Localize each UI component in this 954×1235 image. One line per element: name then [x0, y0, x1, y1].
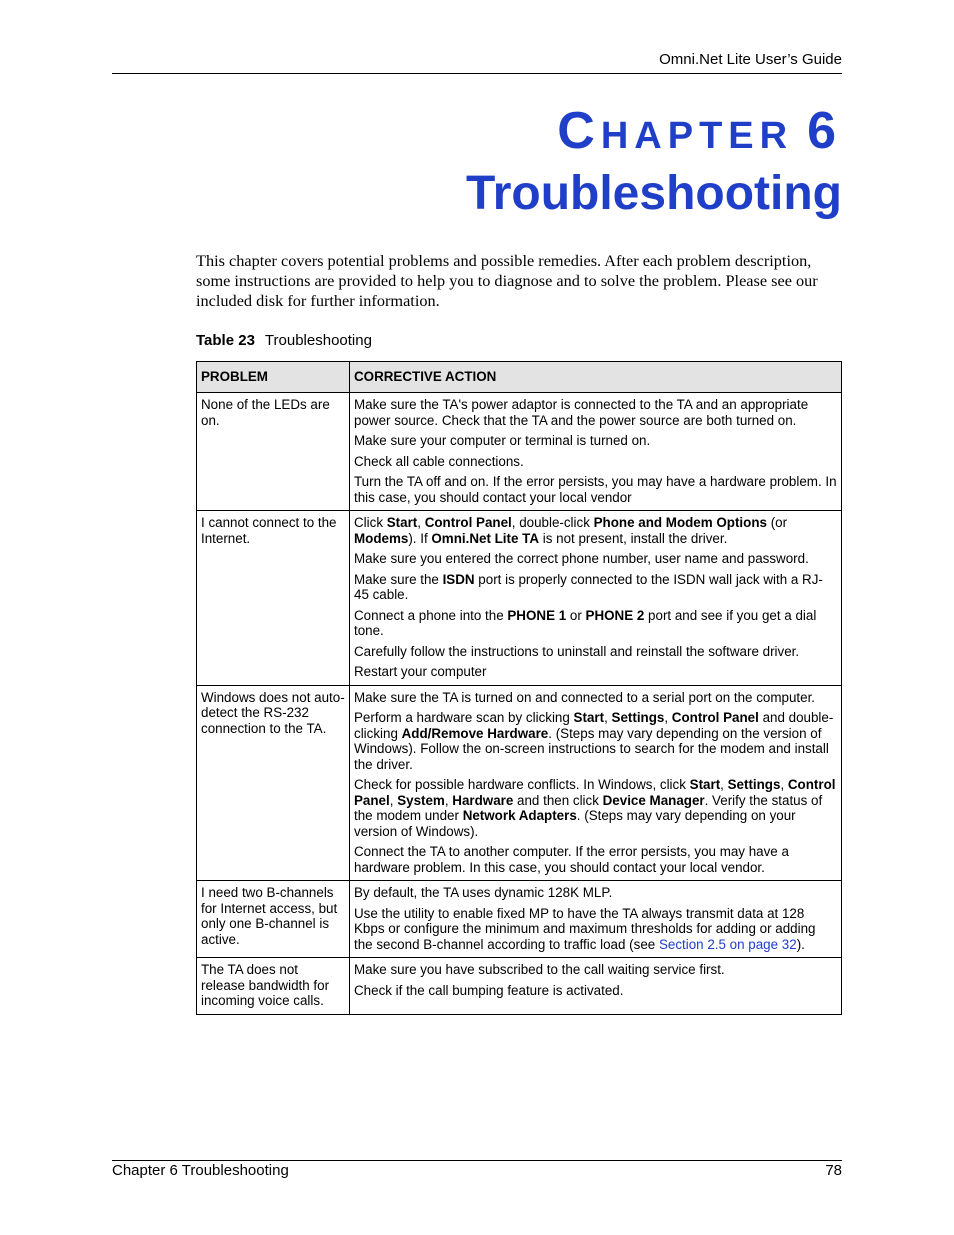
step-text: , double-click	[511, 515, 594, 530]
chapter-title: Troubleshooting	[466, 167, 842, 220]
step-text: ).	[796, 936, 805, 952]
running-header: Omni.Net Lite User’s Guide	[659, 51, 842, 68]
problem-cell: The TA does not release bandwidth for incoming voice calls.	[197, 958, 350, 1015]
corrective-action-step	[354, 664, 837, 680]
step-text: port is properly connected to the ISDN wall jack with a RJ-45 cable.	[354, 571, 823, 602]
corrective-action-step	[354, 608, 837, 639]
step-text: Make sure the TA's power adaptor is connected to the TA and an appropriate power source. Check that the TA and the power source are both turned on.	[354, 397, 809, 428]
step-text: Check all cable connections.	[354, 453, 524, 469]
ui-term: PHONE 1	[507, 607, 567, 623]
table-row	[197, 393, 842, 511]
step-text: ,	[444, 792, 453, 808]
ui-term: Control Panel	[671, 710, 759, 725]
step-text: Use the utility to enable fixed MP to have the TA always transmit data at 128 Kbps or configure the minimum and maximum thresholds for adding or adding the second B-channel according to traffic load (see	[354, 905, 816, 952]
column-header-problem: PROBLEM	[197, 362, 350, 393]
corrective-action-step	[354, 474, 837, 505]
ui-term: Add/Remove Hardware	[401, 725, 549, 741]
corrective-action-cell	[350, 881, 842, 958]
ui-term: PHONE 2	[585, 607, 645, 623]
step-text: Check if the call bumping feature is activated.	[354, 982, 624, 998]
step-text: port and see if you get a dial tone.	[354, 607, 817, 638]
table-caption	[196, 332, 372, 349]
ui-term: Start	[386, 515, 418, 530]
step-text: ). If	[408, 530, 432, 546]
table-row	[197, 958, 842, 1015]
step-text: or	[566, 607, 586, 623]
step-text: Restart your computer	[354, 664, 487, 679]
corrective-action-cell	[350, 958, 842, 1015]
corrective-action-step	[354, 454, 837, 470]
step-text: ,	[780, 777, 788, 792]
step-text: Carefully follow the instructions to uninstall and reinstall the software driver.	[354, 643, 800, 659]
intro-paragraph: This chapter covers potential problems and possible remedies. After each problem description, some instructions are provided to help you to diagnose and to solve the problem. Please see our included disk for further information.	[196, 251, 818, 310]
ui-term: Modems	[354, 530, 409, 546]
step-text: Check for possible hardware conflicts. In Windows, click	[354, 777, 690, 792]
ui-term: Omni.Net Lite TA	[431, 530, 540, 546]
step-text: ,	[720, 777, 728, 792]
footer-chapter-title: Chapter 6 Troubleshooting	[112, 1162, 289, 1179]
step-text: Make sure you have subscribed to the call waiting service first.	[354, 962, 725, 977]
table-row	[197, 511, 842, 686]
column-header-corrective-action: CORRECTIVE ACTION	[350, 362, 842, 393]
ui-term: Control Panel	[354, 777, 836, 808]
step-text: Click	[354, 515, 387, 530]
ui-term: Settings	[611, 710, 665, 725]
step-text: ,	[664, 710, 672, 725]
troubleshooting-table	[196, 361, 842, 1015]
corrective-action-cell	[350, 685, 842, 881]
step-text: (or	[766, 515, 788, 530]
step-text: and double-clicking	[354, 710, 834, 741]
step-text: ,	[389, 792, 398, 808]
ui-term: Hardware	[452, 792, 514, 808]
corrective-action-step	[354, 572, 837, 603]
ui-term: Start	[573, 710, 605, 725]
corrective-action-step	[354, 710, 837, 772]
table-caption-label: Table 23	[196, 332, 255, 349]
problem-cell: I cannot connect to the Internet.	[197, 511, 350, 686]
corrective-action-step	[354, 644, 837, 660]
ui-term: ISDN	[442, 571, 475, 587]
step-text: By default, the TA uses dynamic 128K MLP.	[354, 885, 613, 900]
corrective-action-step	[354, 433, 837, 449]
step-text: . (Steps may vary depending on the version of Windows). Follow the on-screen instructions to search for the modem and install the driver.	[354, 725, 829, 772]
chapter-label	[557, 101, 842, 161]
step-text: Make sure you entered the correct phone number, user name and password.	[354, 551, 809, 566]
problem-cell: I need two B-channels for Internet access, but only one B-channel is active.	[197, 881, 350, 958]
step-text: Connect a phone into the	[354, 607, 508, 623]
corrective-action-step	[354, 397, 837, 428]
chapter-number: 6	[807, 102, 842, 160]
problem-cell: Windows does not auto-detect the RS-232 connection to the TA.	[197, 685, 350, 881]
cross-reference-link[interactable]: Section 2.5 on page 32	[658, 936, 797, 952]
step-text: Make sure your computer or terminal is turned on.	[354, 433, 651, 448]
step-text: Turn the TA off and on. If the error persists, you may have a hardware problem. In this case, you should contact your local vendor	[354, 474, 837, 505]
problem-cell: None of the LEDs are on.	[197, 393, 350, 511]
step-text: Make sure the	[354, 571, 443, 587]
page-number: 78	[825, 1162, 842, 1179]
table-row	[197, 881, 842, 958]
step-text: is not present, install the driver.	[539, 530, 728, 546]
table-header-row	[197, 362, 842, 393]
table-row	[197, 685, 842, 881]
step-text: and then click	[513, 792, 603, 808]
corrective-action-step	[354, 885, 837, 901]
corrective-action-cell	[350, 511, 842, 686]
ui-term: Settings	[727, 777, 781, 792]
step-text: Perform a hardware scan by clicking	[354, 710, 574, 725]
ui-term: Network Adapters	[462, 808, 577, 823]
ui-term: Phone and Modem Options	[593, 515, 767, 530]
ui-term: Device Manager	[602, 792, 705, 808]
footer-rule	[112, 1160, 842, 1161]
corrective-action-step	[354, 551, 837, 567]
ui-term: System	[397, 792, 445, 808]
corrective-action-step	[354, 844, 837, 875]
corrective-action-step	[354, 962, 837, 978]
corrective-action-step	[354, 690, 837, 706]
table-caption-title: Troubleshooting	[264, 332, 372, 349]
table-body	[197, 393, 842, 1015]
step-text: . Verify the status of the modem under	[354, 792, 823, 823]
header-rule	[112, 73, 842, 74]
corrective-action-step	[354, 906, 837, 953]
chapter-label-initial: C	[557, 102, 601, 160]
ui-term: Start	[689, 777, 721, 792]
chapter-label-rest: HAPTER	[600, 115, 794, 157]
ui-term: Control Panel	[424, 515, 512, 530]
corrective-action-step	[354, 515, 837, 546]
step-text: . (Steps may vary depending on your version of Windows).	[354, 808, 796, 839]
step-text: ,	[604, 710, 612, 725]
step-text: ,	[417, 515, 425, 530]
corrective-action-step	[354, 777, 837, 839]
corrective-action-step	[354, 983, 837, 999]
step-text: Connect the TA to another computer. If the error persists, you may have a hardware problem. In this case, you should contact your local vendor.	[354, 844, 789, 875]
corrective-action-cell	[350, 393, 842, 511]
step-text: Make sure the TA is turned on and connected to a serial port on the computer.	[354, 689, 816, 705]
